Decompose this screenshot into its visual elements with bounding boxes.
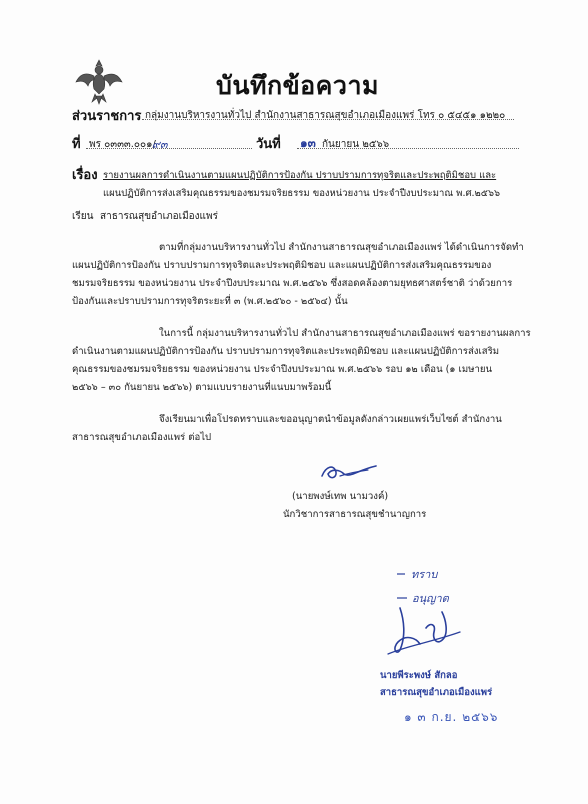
date-value: กันยายน ๒๕๖๖ xyxy=(322,139,390,150)
date-label: วันที่ xyxy=(256,137,281,152)
body-p3-line: สาธารณสุขอำเภอเมืองแพร่ ต่อไป xyxy=(72,432,212,443)
body-p1-line: ตามที่กลุ่มงานบริหารงานทั่วไป สำนักงานสาธารณสุขอำเภอเมืองแพร่ ได้ดำเนินการจัดทำ xyxy=(159,242,524,253)
garuda-emblem-icon xyxy=(74,56,124,106)
doc-number-handwritten: ๙๓ xyxy=(152,138,168,151)
approval-note-acknowledged: ทราบ xyxy=(411,568,438,581)
body-p1-line: ชมรมจริยธรรม ของหน่วยงาน ประจำปีงบประมาณ พ.ศ.๒๕๖๖ ซึ่งสอดคล้องตามยุทธศาสตร์ชาติ ว่าด้วยการ xyxy=(72,278,513,289)
body-p2-line: ในการนี้ กลุ่มงานบริหารงานทั่วไป สำนักงานสาธารณสุขอำเภอเมืองแพร่ ขอรายงานผลการ xyxy=(159,328,531,339)
recipient-value: สาธารณสุขอำเภอเมืองแพร่ xyxy=(100,211,218,222)
signer-position: นักวิชาการสาธารณสุขชำนาญการ xyxy=(283,509,427,520)
approval-note-permitted: อนุญาต xyxy=(412,592,449,605)
subject-line-2: แผนปฏิบัติการส่งเสริมคุณธรรมของชมรมจริยธรรม ของหน่วยงาน ประจำปีงบประมาณ พ.ศ.๒๕๖๖ xyxy=(103,188,501,199)
sender-signature-icon xyxy=(318,458,380,486)
body-p3-line: จึงเรียนมาเพื่อโปรดทราบและขออนุญาตนำข้อมูลดังกล่าวเผยแพร่เว็บไซต์ สำนักงาน xyxy=(159,414,502,425)
doc-number-value: พร ๐๓๓๓.๐๐๑/ xyxy=(89,139,156,150)
stamp-date: ๑ ๓ ก.ย. ๒๕๖๖ xyxy=(404,710,499,724)
body-p1-line: ป้องกันและปราบปรามการทุจริตระยะที่ ๓ (พ.ศ.๒๕๖๐ - ๒๕๖๔) นั้น xyxy=(72,296,348,307)
subject-line-1: รายงานผลการดำเนินงานตามแผนปฏิบัติการป้องกัน ปราบปรามการทุจริตและประพฤติมิชอบ และ xyxy=(103,170,497,181)
signer-name: (นายพงษ์เทพ นามวงค์) xyxy=(292,491,389,502)
stamp-position: สาธารณสุขอำเภอเมืองแพร่ xyxy=(380,687,493,698)
body-p2-line: ดำเนินงานตามแผนปฏิบัติการป้องกัน ปราบปรามการทุจริตและประพฤติมิชอบ และแผนปฏิบัติการส่งเสริม xyxy=(72,346,500,357)
body-p2-line: คุณธรรมของชมรมจริยธรรม ของหน่วยงาน ประจำปีงบประมาณ พ.ศ.๒๕๖๖ รอบ ๑๒ เดือน (๑ เมษายน xyxy=(72,364,493,375)
agency-label: ส่วนราชการ xyxy=(72,109,142,124)
body-p2-line: ๒๕๖๖ – ๓๐ กันยายน ๒๕๖๖) ตามแบบรายงานที่แนบมาพร้อมนี้ xyxy=(72,382,332,393)
memo-title: บันทึกข้อความ xyxy=(216,71,379,100)
stamp-name: นายพีระพงษ์ สักลอ xyxy=(380,670,458,681)
recipient-label: เรียน xyxy=(72,211,94,222)
doc-number-label: ที่ xyxy=(72,137,81,152)
date-day-handwritten: ๑๓ xyxy=(300,136,316,150)
subject-label: เรื่อง xyxy=(72,168,98,183)
agency-value: กลุ่มงานบริหารงานทั่วไป สำนักงานสาธารณสุขอำเภอเมืองแพร่ โทร ๐ ๕๔๕๑ ๑๒๒๐ xyxy=(145,110,506,121)
body-p1-line: แผนปฏิบัติการป้องกัน ปราบปรามการทุจริตและประพฤติมิชอบ และแผนปฏิบัติการส่งเสริมคุณธรรมของ xyxy=(72,260,492,271)
approver-signature-icon xyxy=(386,598,466,660)
